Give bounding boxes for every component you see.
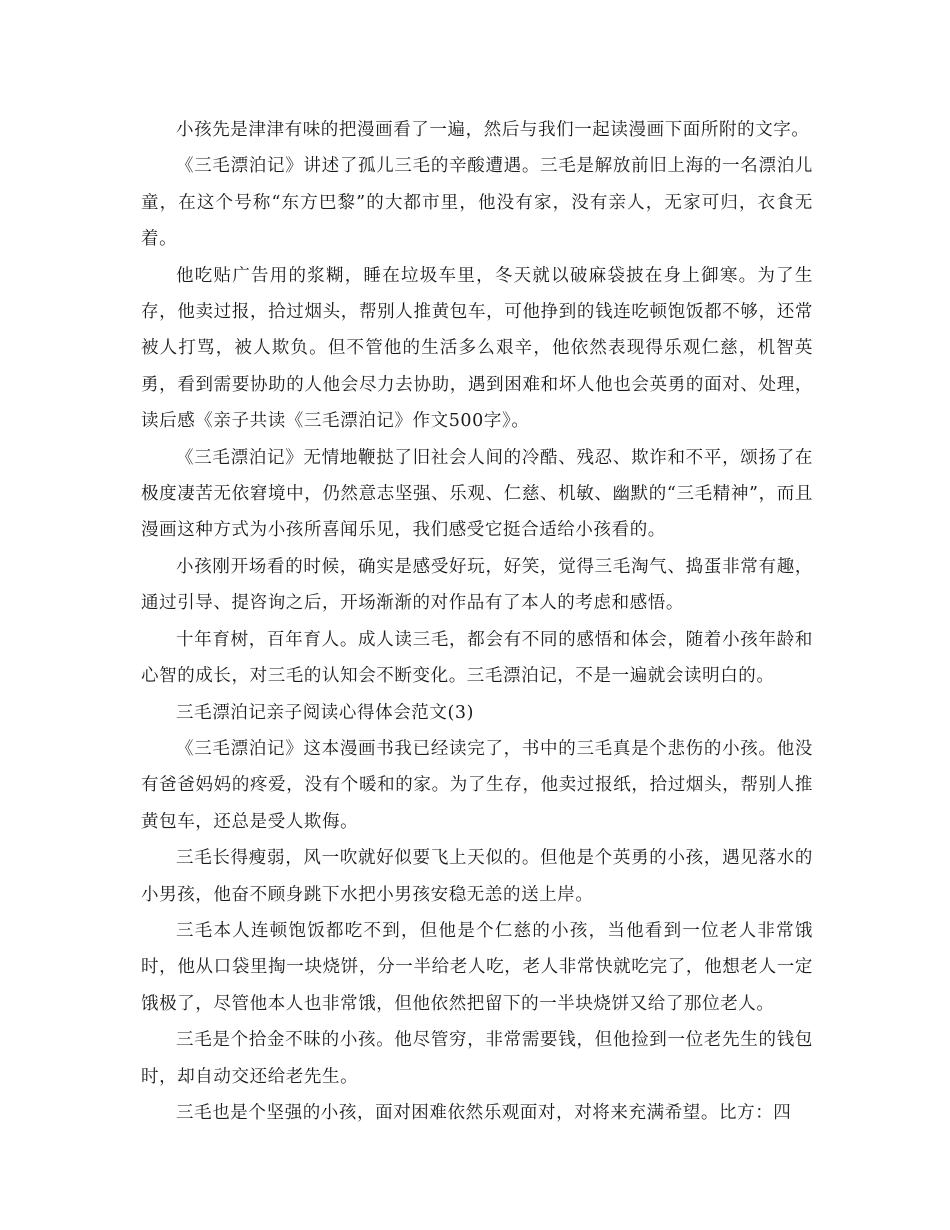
paragraph: 《三毛漂泊记》无情地鞭挞了旧社会人间的冷酷、残忍、欺诈和不平，颂扬了在极度凄苦无依窘境中，仍然意志坚强、乐观、仁慈、机敏、幽默的“三毛精神”，而且漫画这种方式为小孩所喜闻乐见，我们感受它挺合适给小孩看的。	[141, 447, 813, 541]
document-body	[141, 112, 813, 1131]
paragraph: 《三毛漂泊记》讲述了孤儿三毛的辛酸遭遇。三毛是解放前旧上海的一名漂泊儿童，在这个号称“东方巴黎”的大都市里，他没有家，没有亲人，无家可归，衣食无着。	[141, 156, 813, 250]
paragraph: 三毛也是个坚强的小孩，面对困难依然乐观面对，对将来充满希望。比方：四	[176, 1102, 792, 1123]
paragraph: 小孩先是津津有味的把漫画看了一遍，然后与我们一起读漫画下面所附的文字。	[176, 120, 810, 140]
paragraph: 他吃贴广告用的浆糊，睡在垃圾车里，冬天就以破麻袋披在身上御寒。为了生存，他卖过报，拾过烟头，帮别人推黄包车，可他挣到的钱连吃顿饱饭都不够，还常被人打骂，被人欺负。但不管他的生活多么艰辛，他依然表现得乐观仁慈，机智英勇，看到需要协助的人他会尽力去协助，遇到困难和坏人他也会英勇的面对、处理，读后感《亲子共读《三毛漂泊记》作文500字》。	[141, 265, 813, 432]
paragraph: 十年育树，百年育人。成人读三毛，都会有不同的感悟和体会，随着小孩年龄和心智的成长，对三毛的认知会不断变化。三毛漂泊记，不是一遍就会读明白的。	[141, 629, 813, 687]
paragraph: 小孩刚开场看的时候，确实是感受好玩，好笑，觉得三毛淘气、捣蛋非常有趣，通过引导、提咨询之后，开场渐渐的对作品有了本人的考虑和感悟。	[141, 556, 813, 614]
paragraph: 三毛是个拾金不昧的小孩。他尽管穷，非常需要钱，但他捡到一位老先生的钱包时，却自动交还给老先生。	[141, 1030, 813, 1087]
section-heading: 三毛漂泊记亲子阅读心得体会范文(3)	[176, 702, 475, 723]
paragraph: 三毛本人连顿饱饭都吃不到，但他是个仁慈的小孩，当他看到一位老人非常饿时，他从口袋里掏一块烧饼，分一半给老人吃，老人非常快就吃完了，他想老人一定饿极了，尽管他本人也非常饿，但他依然把留下的一半块烧饼又给了那位老人。	[141, 920, 813, 1014]
paragraph: 《三毛漂泊记》这本漫画书我已经读完了，书中的三毛真是个悲伤的小孩。他没有爸爸妈妈的疼爱，没有个暖和的家。为了生存，他卖过报纸，拾过烟头，帮别人推黄包车，还总是受人欺侮。	[141, 738, 813, 832]
paragraph: 三毛长得瘦弱，风一吹就好似要飞上天似的。但他是个英勇的小孩，遇见落水的小男孩，他奋不顾身跳下水把小男孩安稳无恙的送上岸。	[141, 848, 813, 905]
